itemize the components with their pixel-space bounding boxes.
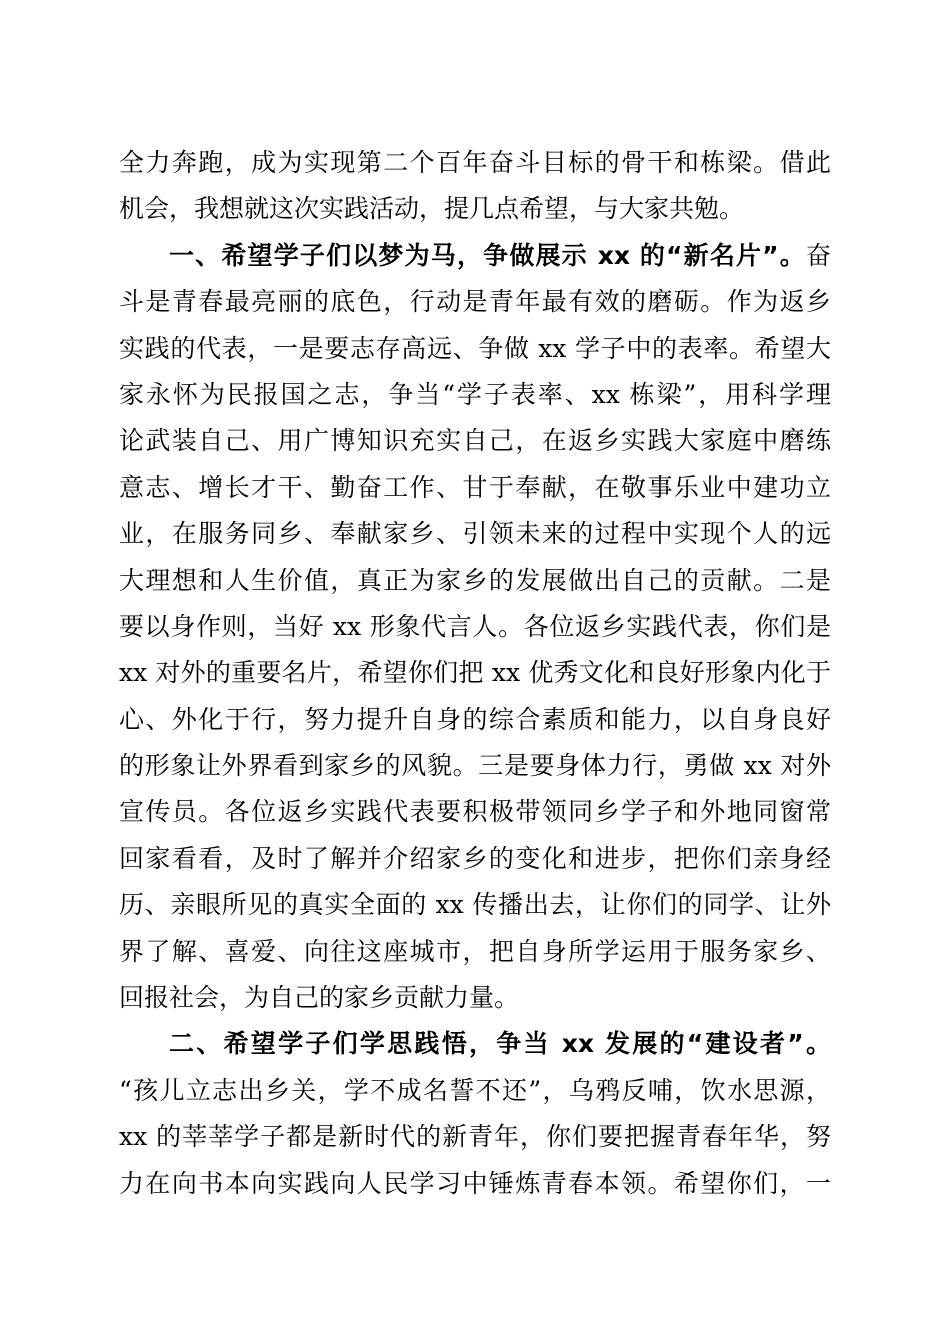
section-heading-line-1 xyxy=(119,233,831,279)
text-line: 回家看看，及时了解并介绍家乡的变化和进步，把你们亲身经 xyxy=(119,843,831,873)
text-line: 实践的代表，一是要志存高远、争做 xx 学子中的表率。希望大 xyxy=(119,333,831,363)
text-line: 业，在服务同乡、奉献家乡、引领未来的过程中实现个人的远 xyxy=(119,519,831,549)
section-heading-1: 一、希望学子们以梦为马，争做展示 xx 的“新名片”。 xyxy=(169,240,806,270)
text-line: 历、亲眼所见的真实全面的 xx 传播出去，让你们的同学、让外 xyxy=(119,890,831,920)
text-line: 意志、增长才干、勤奋工作、甘于奉献，在敬事乐业中建功立 xyxy=(119,472,831,502)
document-body xyxy=(119,140,831,1207)
text-line: 大理想和人生价值，真正为家乡的发展做出自己的贡献。二是 xyxy=(119,565,831,595)
text-line: 机会，我想就这次实践活动，提几点希望，与大家共勉。 xyxy=(119,194,745,224)
text-line: xx 的莘莘学子都是新时代的新青年，你们要把握青春年华，努 xyxy=(119,1122,831,1152)
text-line: 要以身作则，当好 xx 形象代言人。各位返乡实践代表，你们是 xyxy=(119,611,831,641)
text-line: 的形象让外界看到家乡的风貌。三是要身体力行，勇做 xx 对外 xyxy=(119,751,831,781)
text-line: 宣传员。各位返乡实践代表要积极带领同乡学子和外地同窗常 xyxy=(119,797,831,827)
text-line: “孩儿立志出乡关，学不成名誓不还”，乌鸦反哺，饮水思源， xyxy=(119,1075,831,1105)
text-line: 心、外化于行，努力提升自身的综合素质和能力，以自身良好 xyxy=(119,704,831,734)
text-line: 全力奔跑，成为实现第二个百年奋斗目标的骨干和栋梁。借此 xyxy=(119,148,831,177)
text-line: 斗是青春最亮丽的底色，行动是青年最有效的磨砺。作为返乡 xyxy=(119,287,831,317)
text-line: 力在向书本向实践向人民学习中锤炼青春本领。希望你们，一 xyxy=(119,1168,831,1198)
text-line: 家永怀为民报国之志，争当“学子表率、xx 栋梁”，用科学理 xyxy=(119,379,831,409)
text-line: 论武装自己、用广博知识充实自己，在返乡实践大家庭中磨练 xyxy=(119,426,831,456)
text-line: xx 对外的重要名片，希望你们把 xx 优秀文化和良好形象内化于 xyxy=(119,658,831,688)
text-line: 界了解、喜爱、向往这座城市，把自身所学运用于服务家乡、 xyxy=(119,936,831,966)
heading-line-continuation: 奋 xyxy=(805,240,831,270)
section-heading-2: 二、希望学子们学思践悟，争当 xx 发展的“建设者”。 xyxy=(169,1029,831,1059)
section-heading-line-2 xyxy=(119,1021,831,1067)
text-line: 回报社会，为自己的家乡贡献力量。 xyxy=(119,983,520,1013)
